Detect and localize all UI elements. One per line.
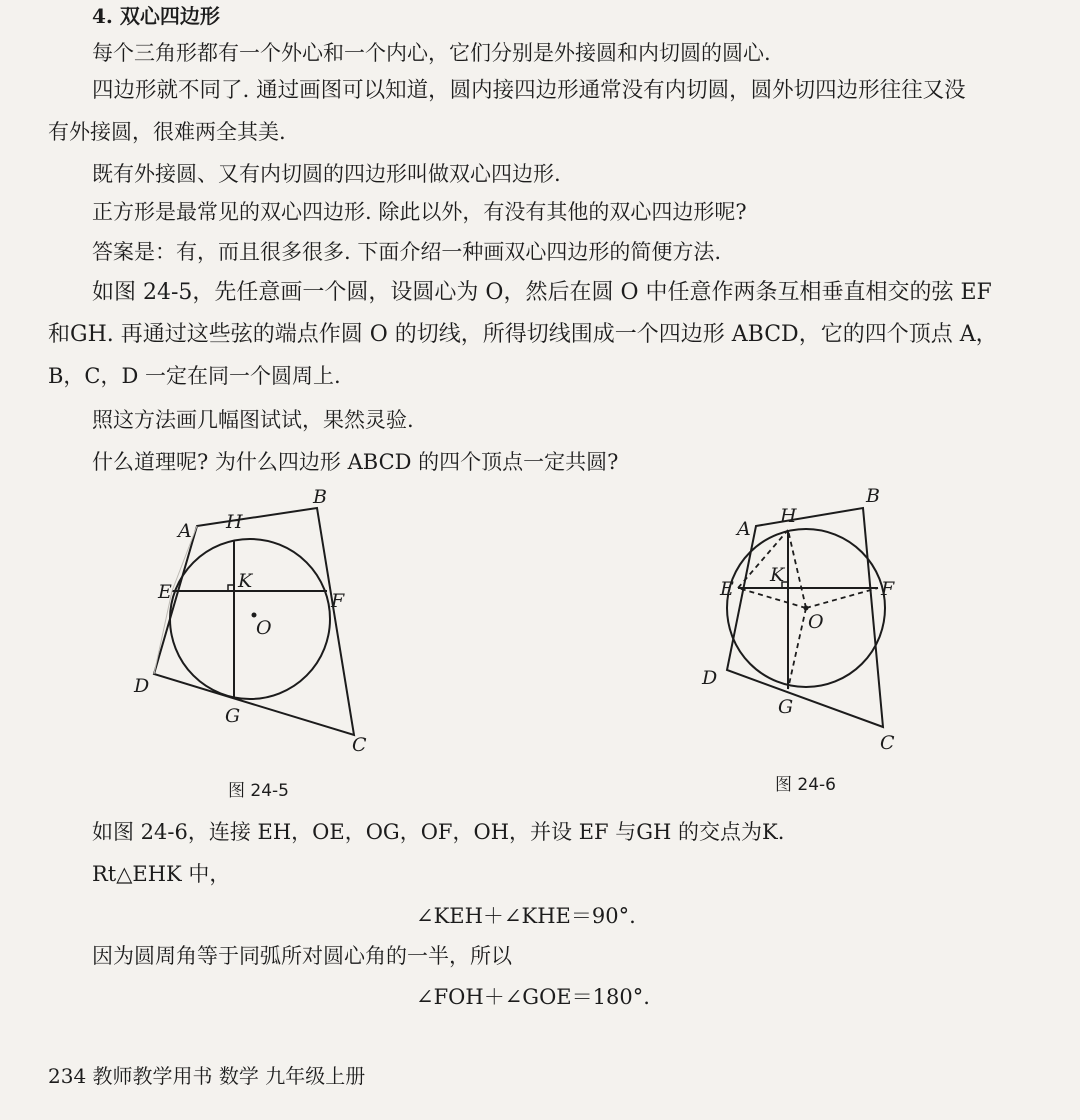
fig2-segment-oh [788,530,806,608]
fig2-label-a: A [737,518,751,540]
paragraph-5: 答案是：有，而且很多很多. 下面介绍一种画双心四边形的简便方法. [92,240,722,264]
fig2-label-k: K [770,564,785,586]
fig1-label-g: G [225,705,241,727]
fig2-label-h: H [780,505,797,527]
fig2-label-g: G [778,696,794,718]
fig2-segment-oe [738,588,806,608]
paragraph-6-line-2: 和GH. 再通过这些弦的端点作圆 O 的切线，所得切线围成一个四边形 ABCD，它的四个顶点 A， [48,322,998,347]
paragraph-2-line-2: 有外接圆，很难两全其美. [48,120,286,144]
fig1-label-b: B [313,486,327,508]
fig2-label-b: B [866,485,880,507]
fig1-circle [170,539,330,699]
fig2-label-c: C [880,732,895,754]
fig1-quadrilateral [154,508,354,735]
equation-1: ∠KEH＋∠KHE＝90°. [416,904,636,928]
fig1-label-e: E [158,581,172,603]
fig1-label-c: C [352,734,367,756]
figure-24-6-caption: 图 24-6 [775,775,836,795]
figure-24-6 [727,508,885,727]
paragraph-4: 正方形是最常见的双心四边形. 除此以外，有没有其他的双心四边形呢? [92,200,747,224]
figure-24-5 [154,508,354,735]
figure-24-5-caption: 图 24-5 [228,781,289,801]
paragraph-7: 照这方法画几幅图试试，果然灵验. [92,408,414,432]
fig1-label-a: A [178,520,192,542]
fig1-label-d: D [134,675,150,697]
paragraph-2-line-1: 四边形就不同了. 通过画图可以知道，圆内接四边形通常没有内切圆，圆外切四边形往往又没 [92,78,966,103]
paragraph-8: 什么道理呢? 为什么四边形 ABCD 的四个顶点一定共圆? [92,450,619,474]
paragraph-3: 既有外接圆、又有内切圆的四边形叫做双心四边形. [92,162,561,186]
equation-2: ∠FOH＋∠GOE＝180°. [416,985,650,1009]
fig2-segment-of [806,588,878,608]
paragraph-10: Rt△EHK 中， [92,862,231,886]
fig2-label-o: O [808,611,824,633]
fig2-quadrilateral [727,508,883,727]
fig2-segment-og [788,608,806,689]
fig1-label-h: H [226,511,243,533]
section-heading: 4. 双心四边形 [92,4,220,28]
fig2-label-f: F [881,578,895,600]
paragraph-6-line-3: B，C，D 一定在同一个圆周上. [48,364,341,388]
page-footer: 234 教师教学用书 数学 九年级上册 [48,1064,366,1088]
paragraph-9: 如图 24-6，连接 EH，OE，OG，OF，OH，并设 EF 与GH 的交点为K. [92,820,785,844]
fig1-label-o: O [256,617,272,639]
fig1-label-f: F [331,590,345,612]
fig1-label-k: K [238,570,253,592]
paragraph-1: 每个三角形都有一个外心和一个内心，它们分别是外接圆和内切圆的圆心. [92,41,771,65]
paragraph-6-line-1: 如图 24-5，先任意画一个圆，设圆心为 O，然后在圆 O 中任意作两条互相垂直相交的弦 EF [92,280,992,305]
fig2-label-e: E [720,578,734,600]
fig2-label-d: D [702,667,718,689]
fig2-center-dot [804,606,809,611]
paragraph-11: 因为圆周角等于同弧所对圆心角的一半，所以 [92,944,512,968]
